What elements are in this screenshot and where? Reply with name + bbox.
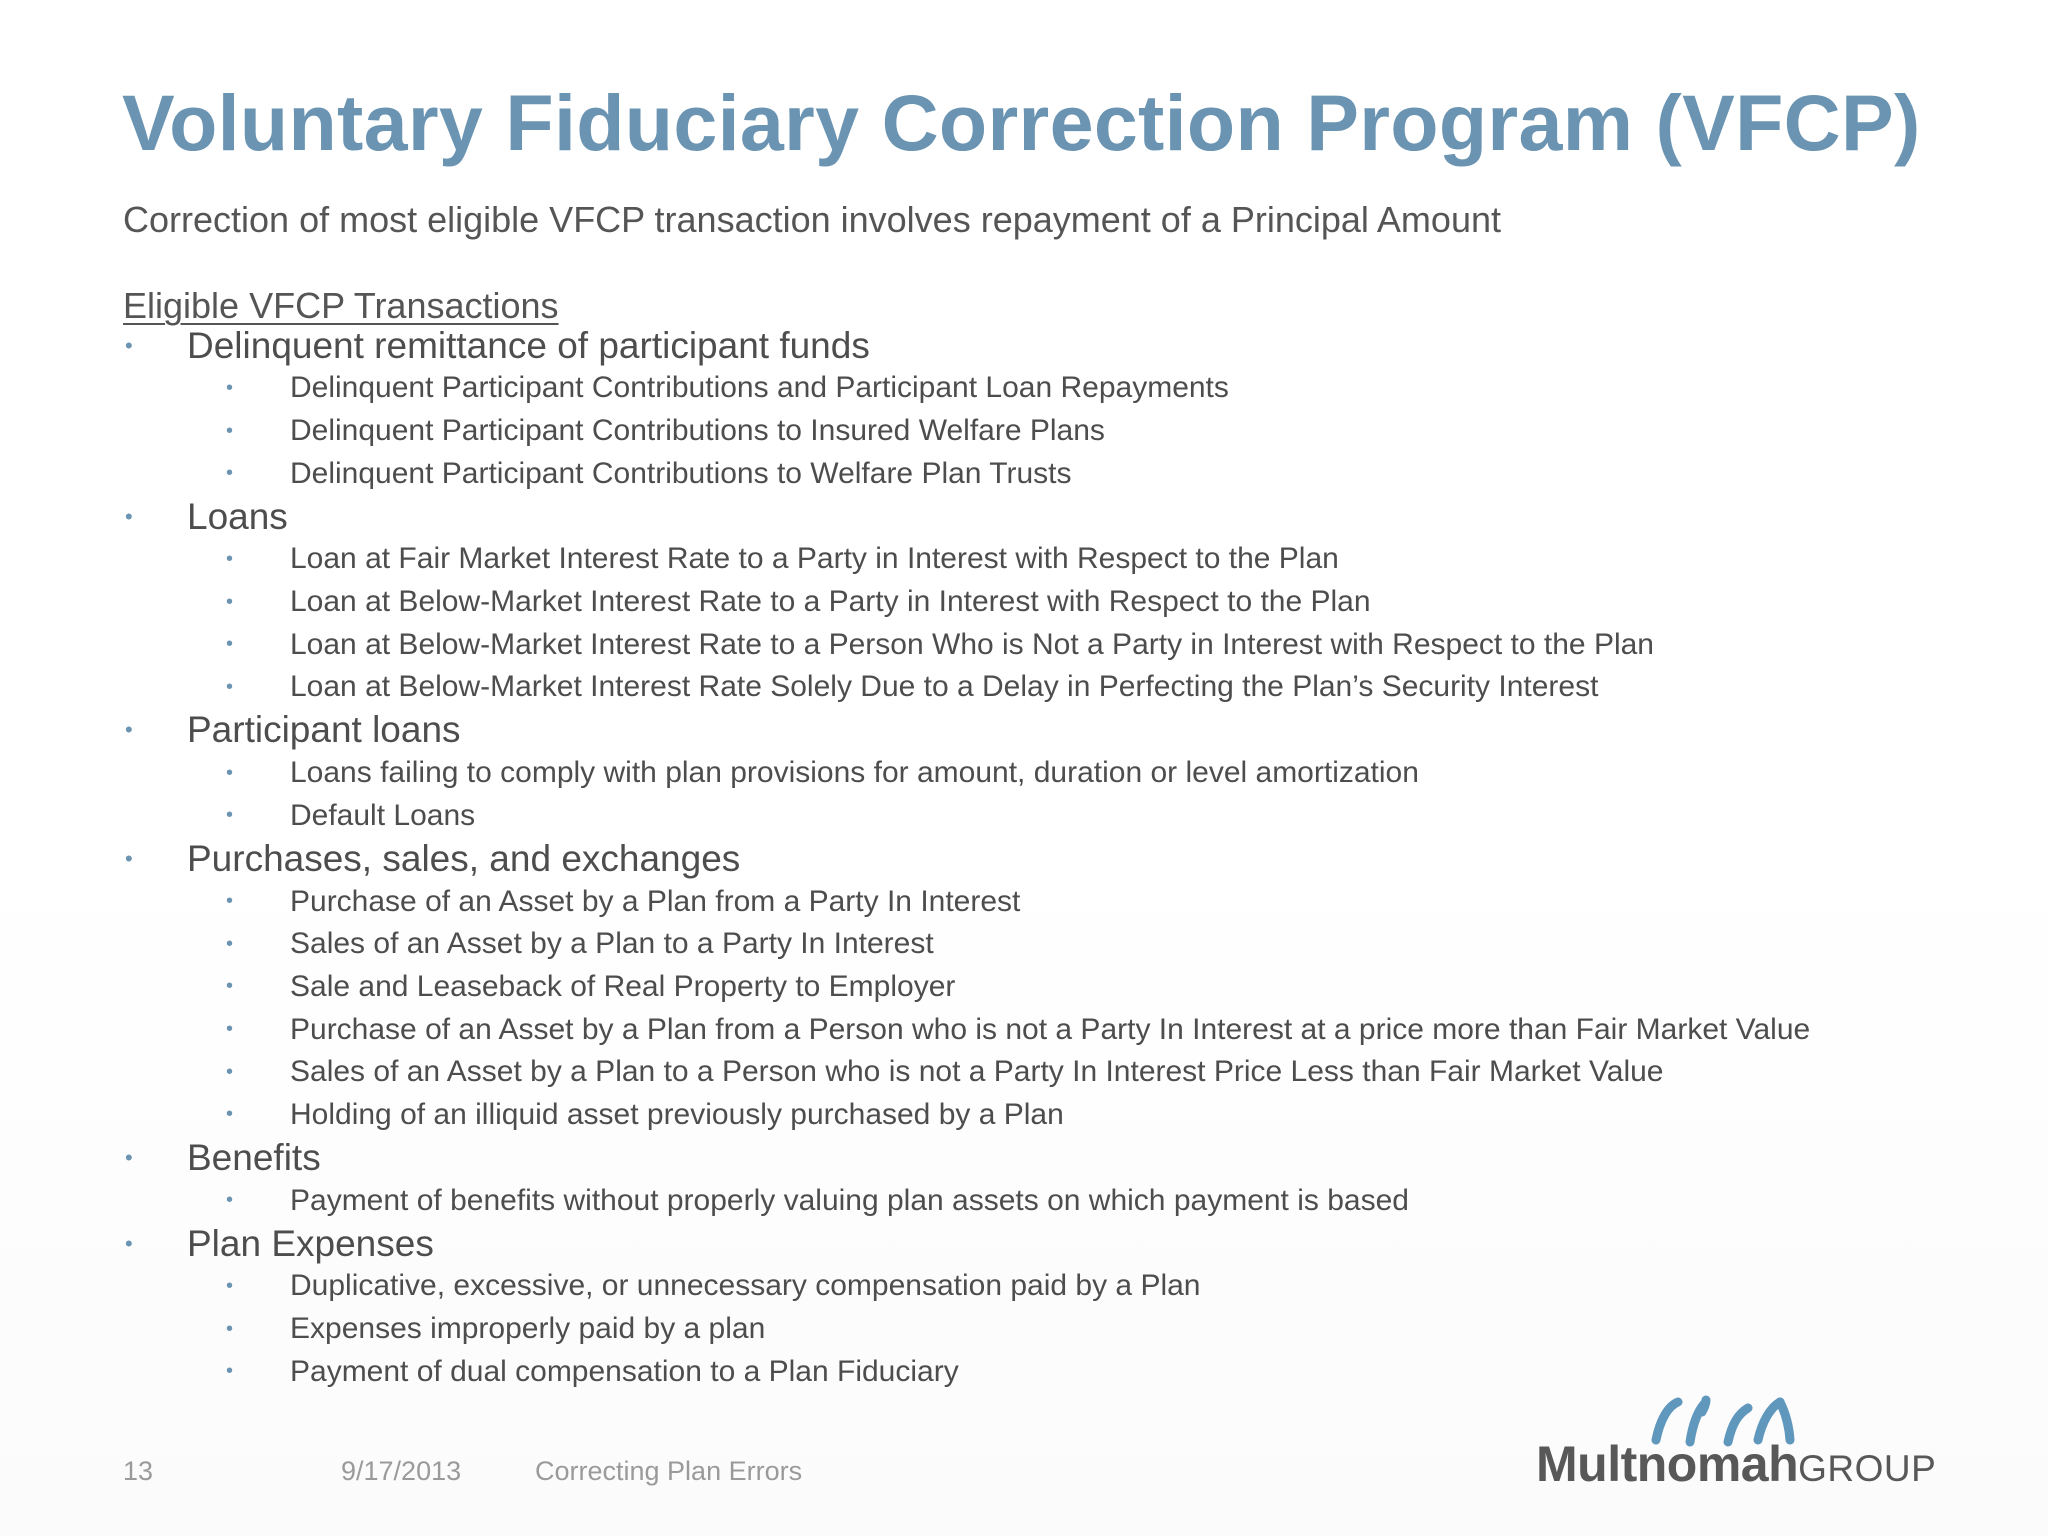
sub-bullet-icon: • (226, 419, 234, 442)
transaction-item-label: Delinquent Participant Contributions to Welfare Plan Trusts (290, 456, 1072, 490)
sub-bullet-icon: • (226, 1189, 234, 1212)
sub-bullet-icon: • (226, 462, 234, 485)
page-number: 13 (123, 1456, 154, 1486)
category-label: Benefits (187, 1136, 321, 1178)
sub-bullet-icon: • (226, 675, 234, 698)
transaction-item-label: Default Loans (290, 798, 476, 832)
transaction-item-label: Sales of an Asset by a Plan to a Party In Interest (290, 927, 934, 961)
category-label: Participant loans (187, 709, 461, 751)
bullet-icon: • (125, 845, 133, 871)
transaction-item-label: Sales of an Asset by a Plan to a Person who is not a Party In Interest Price Less than Fair Market Value (290, 1055, 1664, 1089)
sub-bullet-icon: • (226, 376, 234, 399)
bullet-icon: • (125, 503, 133, 529)
transaction-item-label: Loan at Below-Market Interest Rate to a Person Who is Not a Party in Interest with Respect to the Plan (290, 627, 1654, 661)
transaction-item-label: Delinquent Participant Contributions to Insured Welfare Plans (290, 414, 1105, 448)
logo-word-multnomah: Multnomah (1536, 1436, 1799, 1492)
transaction-item-label: Purchase of an Asset by a Plan from a Party In Interest (290, 884, 1021, 918)
slide-subtitle: Correction of most eligible VFCP transaction involves repayment of a Principal Amount (123, 199, 1501, 240)
sub-bullet-icon: • (226, 633, 234, 656)
sub-bullet-icon: • (226, 932, 234, 955)
sub-bullet-icon: • (226, 1103, 234, 1126)
sub-bullet-icon: • (226, 804, 234, 827)
slide-title: Voluntary Fiduciary Correction Program (VFCP) (122, 78, 1921, 167)
sub-bullet-icon: • (226, 1360, 234, 1383)
category-label: Loans (187, 495, 288, 537)
sub-bullet-icon: • (226, 1274, 234, 1297)
transaction-item-label: Expenses improperly paid by a plan (290, 1312, 766, 1346)
sub-bullet-icon: • (226, 975, 234, 998)
sub-bullet-icon: • (226, 590, 234, 613)
bullet-icon: • (125, 1144, 133, 1170)
transaction-item-label: Payment of dual compensation to a Plan Fiduciary (290, 1354, 959, 1388)
bullet-icon: • (125, 332, 133, 358)
footer-date: 9/17/2013 (341, 1456, 462, 1486)
sub-bullet-icon: • (226, 761, 234, 784)
category-label: Purchases, sales, and exchanges (187, 837, 741, 879)
footer-topic: Correcting Plan Errors (535, 1456, 803, 1486)
sub-bullet-icon: • (226, 1060, 234, 1083)
sub-bullet-icon: • (226, 1018, 234, 1041)
transaction-item-label: Loans failing to comply with plan provisions for amount, duration or level amortization (290, 756, 1419, 790)
transaction-item-label: Sale and Leaseback of Real Property to Employer (290, 969, 956, 1003)
logo-wordmark (1536, 1434, 1936, 1507)
transaction-item-label: Duplicative, excessive, or unnecessary compensation paid by a Plan (290, 1269, 1201, 1303)
eligible-transactions-heading: Eligible VFCP Transactions (123, 285, 559, 326)
category-label: Plan Expenses (187, 1222, 434, 1264)
transaction-item-label: Loan at Below-Market Interest Rate Solely Due to a Delay in Perfecting the Plan’s Security Interest (290, 670, 1599, 704)
multnomah-group-logo (1536, 1392, 1956, 1502)
transaction-item-label: Loan at Below-Market Interest Rate to a Party in Interest with Respect to the Plan (290, 585, 1371, 619)
transaction-item-label: Delinquent Participant Contributions and Participant Loan Repayments (290, 371, 1229, 405)
sub-bullet-icon: • (226, 1317, 234, 1340)
transaction-item-label: Holding of an illiquid asset previously purchased by a Plan (290, 1097, 1064, 1131)
bullet-icon: • (125, 1230, 133, 1256)
sub-bullet-icon: • (226, 890, 234, 913)
transaction-item-label: Purchase of an Asset by a Plan from a Person who is not a Party In Interest at a price more than Fair Market Value (290, 1012, 1811, 1046)
transaction-item-label: Loan at Fair Market Interest Rate to a Party in Interest with Respect to the Plan (290, 542, 1339, 576)
transaction-item-label: Payment of benefits without properly valuing plan assets on which payment is based (290, 1183, 1409, 1217)
logo-word-group: GROUP (1798, 1448, 1937, 1489)
sub-bullet-icon: • (226, 547, 234, 570)
bullet-icon: • (125, 717, 133, 743)
category-label: Delinquent remittance of participant funds (187, 324, 870, 366)
